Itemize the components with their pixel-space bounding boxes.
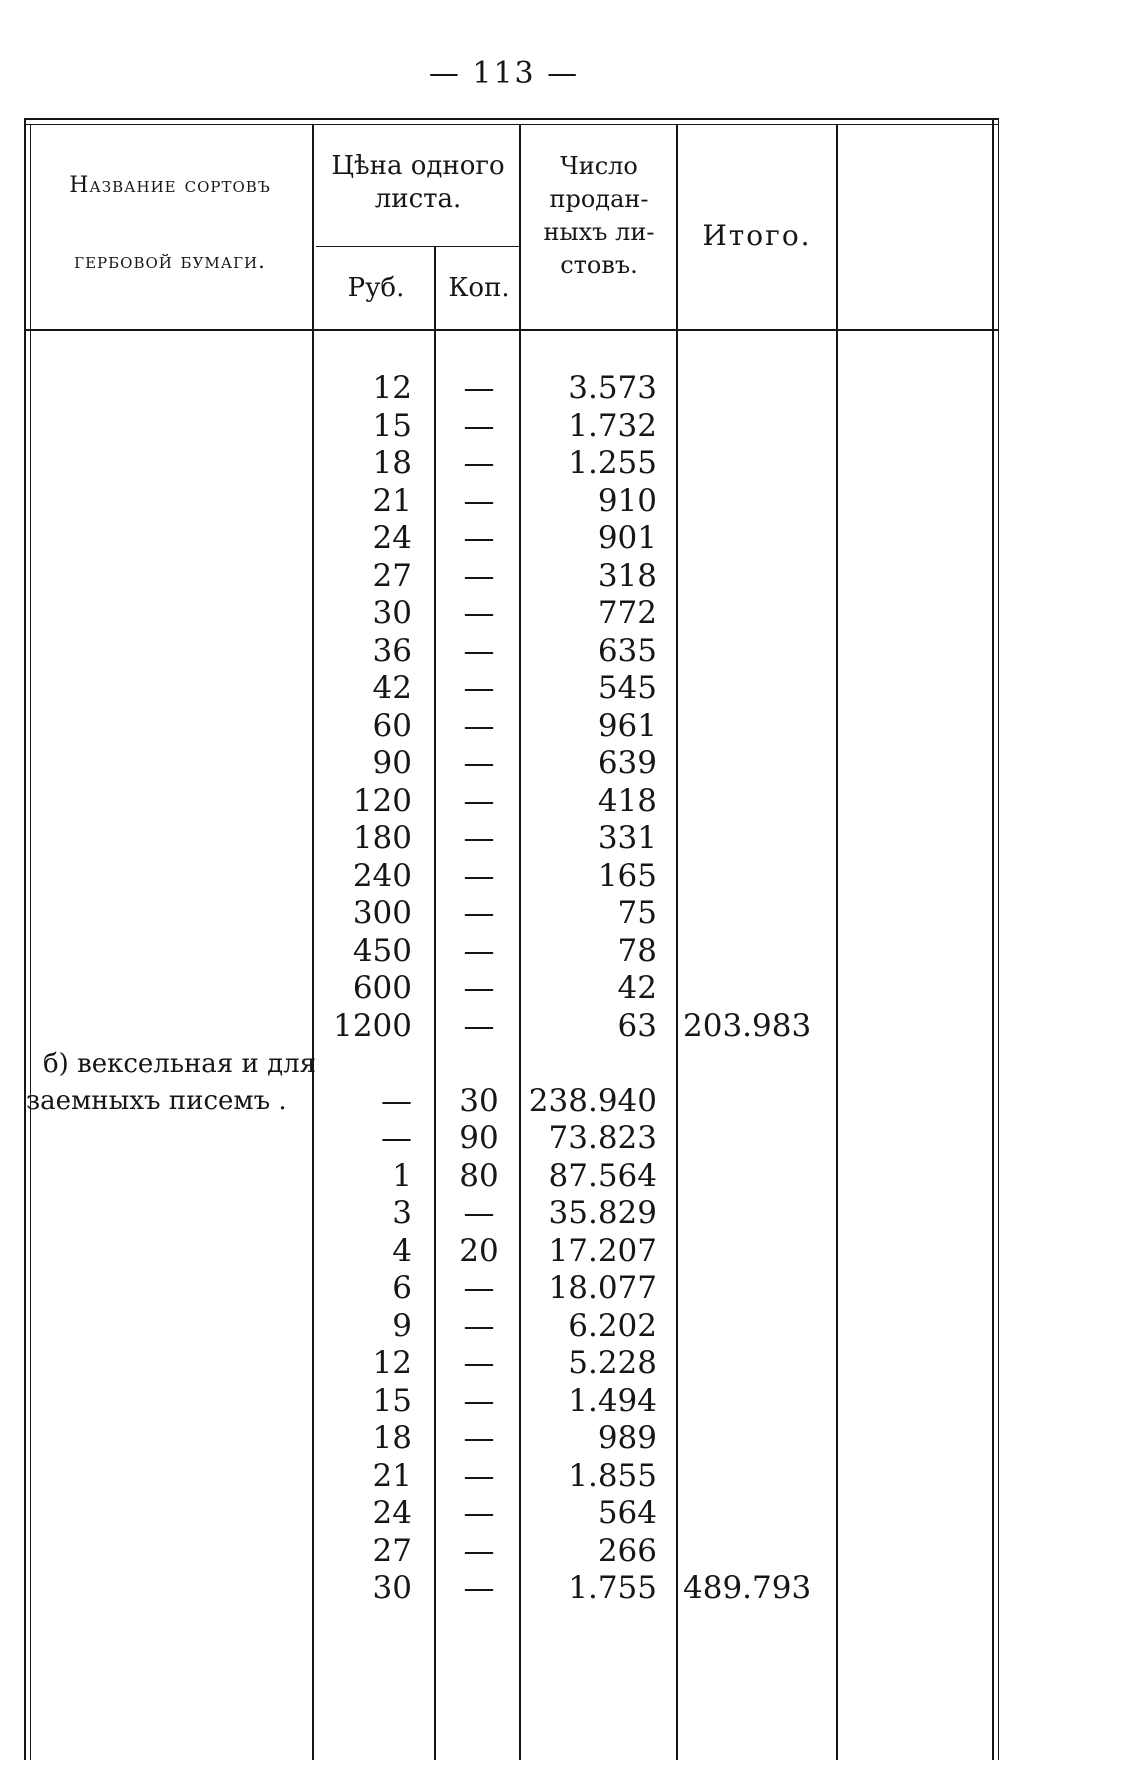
table-row	[0, 1083, 1008, 1120]
sheets-sold-cell: 564	[597, 1495, 657, 1531]
table-row	[0, 370, 1008, 407]
section-b-label-line2: заемныхъ писемъ .	[26, 1086, 287, 1116]
table-row	[0, 708, 1008, 745]
table-row	[0, 1195, 1008, 1232]
header-name-line1: Название сортовъ	[69, 173, 271, 198]
price-rub-cell: 9	[392, 1307, 412, 1344]
price-rub-cell: 600	[352, 970, 412, 1006]
table-row	[0, 970, 1008, 1007]
table-row	[0, 1570, 1008, 1607]
sheets-sold-cell: 18.077	[548, 1270, 657, 1306]
sheets-sold-cell: 772	[597, 595, 657, 631]
price-rub-cell: 42	[372, 670, 412, 706]
table-row	[0, 1120, 1008, 1157]
sheets-sold-cell: 639	[597, 745, 657, 781]
price-kop-cell: —	[463, 1382, 495, 1419]
price-rub-cell: 4	[392, 1232, 412, 1269]
price-kop-cell: 20	[459, 1232, 499, 1269]
sheets-sold-cell: 1.732	[568, 407, 657, 444]
price-kop-cell: —	[463, 707, 495, 744]
price-kop-cell: —	[463, 670, 495, 706]
price-rub-cell: —	[381, 1082, 412, 1119]
price-kop-cell: —	[463, 932, 495, 969]
sheets-sold-cell: 73.823	[548, 1120, 657, 1156]
table-row	[0, 1308, 1008, 1345]
price-rub-cell: 1200	[333, 1007, 412, 1044]
price-rub-cell: 60	[372, 707, 412, 744]
sheets-sold-cell: 418	[597, 782, 657, 819]
table-row	[0, 1458, 1008, 1495]
price-rub-cell: 1	[392, 1157, 412, 1194]
sheets-sold-cell: 910	[597, 482, 657, 519]
sheets-sold-cell: 78	[617, 932, 657, 969]
table-row	[0, 1383, 1008, 1420]
price-kop-cell: —	[463, 557, 495, 594]
price-kop-cell: —	[463, 1007, 495, 1044]
table-row	[0, 483, 1008, 520]
price-rub-cell: 240	[352, 857, 412, 894]
sheets-sold-cell: 635	[597, 632, 657, 669]
price-kop-cell: —	[463, 857, 495, 894]
price-rub-cell: 30	[372, 595, 412, 631]
table-row	[0, 895, 1008, 932]
price-kop-cell: —	[463, 895, 495, 931]
sheets-sold-cell: 35.829	[548, 1195, 657, 1231]
table-row	[0, 745, 1008, 782]
price-rub-cell: 21	[372, 482, 412, 519]
page-number: — 113 —	[428, 56, 580, 91]
price-kop-cell: —	[463, 632, 495, 669]
header-count-line: ныхъ ли-	[543, 218, 655, 246]
header-rub: Руб.	[347, 273, 405, 303]
price-kop-cell: —	[463, 782, 495, 819]
table-header-bottom-rule	[24, 329, 999, 331]
table-top-rule	[24, 118, 999, 120]
price-kop-cell: 80	[459, 1157, 499, 1194]
price-rub-cell: 450	[352, 932, 412, 969]
price-rub-cell: 12	[372, 1345, 412, 1381]
sheets-sold-cell: 545	[597, 670, 657, 706]
section-b-label-line1: б) вексельная и для	[43, 1049, 316, 1079]
price-subheader-rule	[316, 246, 520, 247]
table-row	[0, 1045, 1008, 1082]
sheets-sold-cell: 1.255	[568, 445, 657, 481]
total-cell: 203.983	[683, 1007, 812, 1044]
header-count	[521, 150, 677, 282]
price-kop-cell: —	[463, 1195, 495, 1231]
sheets-sold-cell: 5.228	[568, 1345, 657, 1381]
sheets-sold-cell: 331	[597, 820, 657, 856]
price-kop-cell: —	[463, 1570, 495, 1606]
table-row	[0, 1420, 1008, 1457]
header-name-line2: гербовой бумаги.	[74, 249, 266, 273]
table-top-rule-inner	[24, 124, 999, 125]
price-kop-cell: —	[463, 1532, 495, 1569]
price-kop-cell: 90	[459, 1120, 499, 1156]
price-kop-cell: —	[463, 445, 495, 481]
sheets-sold-cell: 3.573	[568, 370, 657, 406]
table-row	[0, 933, 1008, 970]
price-rub-cell: 27	[372, 557, 412, 594]
header-count-line: стовъ.	[560, 251, 638, 279]
table-row	[0, 408, 1008, 445]
header-total: Итого.	[702, 219, 812, 252]
table-row	[0, 558, 1008, 595]
price-kop-cell: 30	[459, 1082, 499, 1119]
price-kop-cell: —	[463, 1307, 495, 1344]
sheets-sold-cell: 6.202	[568, 1307, 657, 1344]
sheets-sold-cell: 318	[597, 557, 657, 594]
price-rub-cell: 18	[372, 1420, 412, 1456]
sheets-sold-cell: 63	[617, 1007, 657, 1044]
table-row	[0, 1495, 1008, 1532]
price-rub-cell: 300	[352, 895, 412, 931]
sheets-sold-cell: 901	[597, 520, 657, 556]
price-kop-cell: —	[463, 1457, 495, 1494]
sheets-sold-cell: 961	[597, 707, 657, 744]
price-kop-cell: —	[463, 745, 495, 781]
table-row	[0, 783, 1008, 820]
table-row	[0, 1233, 1008, 1270]
price-kop-cell: —	[463, 820, 495, 856]
header-price	[316, 150, 520, 215]
price-rub-cell: 3	[392, 1195, 412, 1231]
price-rub-cell: 15	[372, 407, 412, 444]
table-row	[0, 633, 1008, 670]
sheets-sold-cell: 165	[597, 857, 657, 894]
price-kop-cell: —	[463, 482, 495, 519]
header-kop: Коп.	[448, 273, 510, 303]
price-rub-cell: 36	[372, 632, 412, 669]
price-rub-cell: —	[381, 1120, 412, 1156]
table-row	[0, 1158, 1008, 1195]
price-rub-cell: 30	[372, 1570, 412, 1606]
table-row	[0, 858, 1008, 895]
table-row	[0, 1008, 1008, 1045]
table-row	[0, 670, 1008, 707]
price-kop-cell: —	[463, 595, 495, 631]
price-rub-cell: 12	[372, 370, 412, 406]
header-price-line1: Цѣна одного	[331, 151, 505, 181]
price-kop-cell: —	[463, 1420, 495, 1456]
header-price-line2: листа.	[374, 183, 462, 214]
price-rub-cell: 180	[352, 820, 412, 856]
sheets-sold-cell: 87.564	[548, 1157, 657, 1194]
price-rub-cell: 21	[372, 1457, 412, 1494]
table-row	[0, 595, 1008, 632]
price-kop-cell: —	[463, 407, 495, 444]
total-cell: 489.793	[683, 1570, 812, 1606]
price-rub-cell: 6	[392, 1270, 412, 1306]
header-count-line: продан-	[549, 185, 649, 213]
table-row	[0, 445, 1008, 482]
price-rub-cell: 15	[372, 1382, 412, 1419]
price-rub-cell: 24	[372, 520, 412, 556]
price-kop-cell: —	[463, 1345, 495, 1381]
sheets-sold-cell: 266	[597, 1532, 657, 1569]
sheets-sold-cell: 75	[617, 895, 657, 931]
price-rub-cell: 18	[372, 445, 412, 481]
price-kop-cell: —	[463, 370, 495, 406]
sheets-sold-cell: 1.755	[568, 1570, 657, 1606]
price-rub-cell: 27	[372, 1532, 412, 1569]
table-row	[0, 820, 1008, 857]
price-kop-cell: —	[463, 1495, 495, 1531]
price-kop-cell: —	[463, 1270, 495, 1306]
price-kop-cell: —	[463, 970, 495, 1006]
sheets-sold-cell: 42	[617, 970, 657, 1006]
price-rub-cell: 90	[372, 745, 412, 781]
sheets-sold-cell: 17.207	[548, 1232, 657, 1269]
sheets-sold-cell: 989	[597, 1420, 657, 1456]
sheets-sold-cell: 238.940	[528, 1082, 657, 1119]
table-row	[0, 520, 1008, 557]
table-row	[0, 1345, 1008, 1382]
price-rub-cell: 120	[352, 782, 412, 819]
header-count-line: Число	[560, 152, 638, 180]
table-row	[0, 1533, 1008, 1570]
price-kop-cell: —	[463, 520, 495, 556]
price-rub-cell: 24	[372, 1495, 412, 1531]
sheets-sold-cell: 1.494	[568, 1382, 657, 1419]
sheets-sold-cell: 1.855	[568, 1457, 657, 1494]
table-row	[0, 1270, 1008, 1307]
